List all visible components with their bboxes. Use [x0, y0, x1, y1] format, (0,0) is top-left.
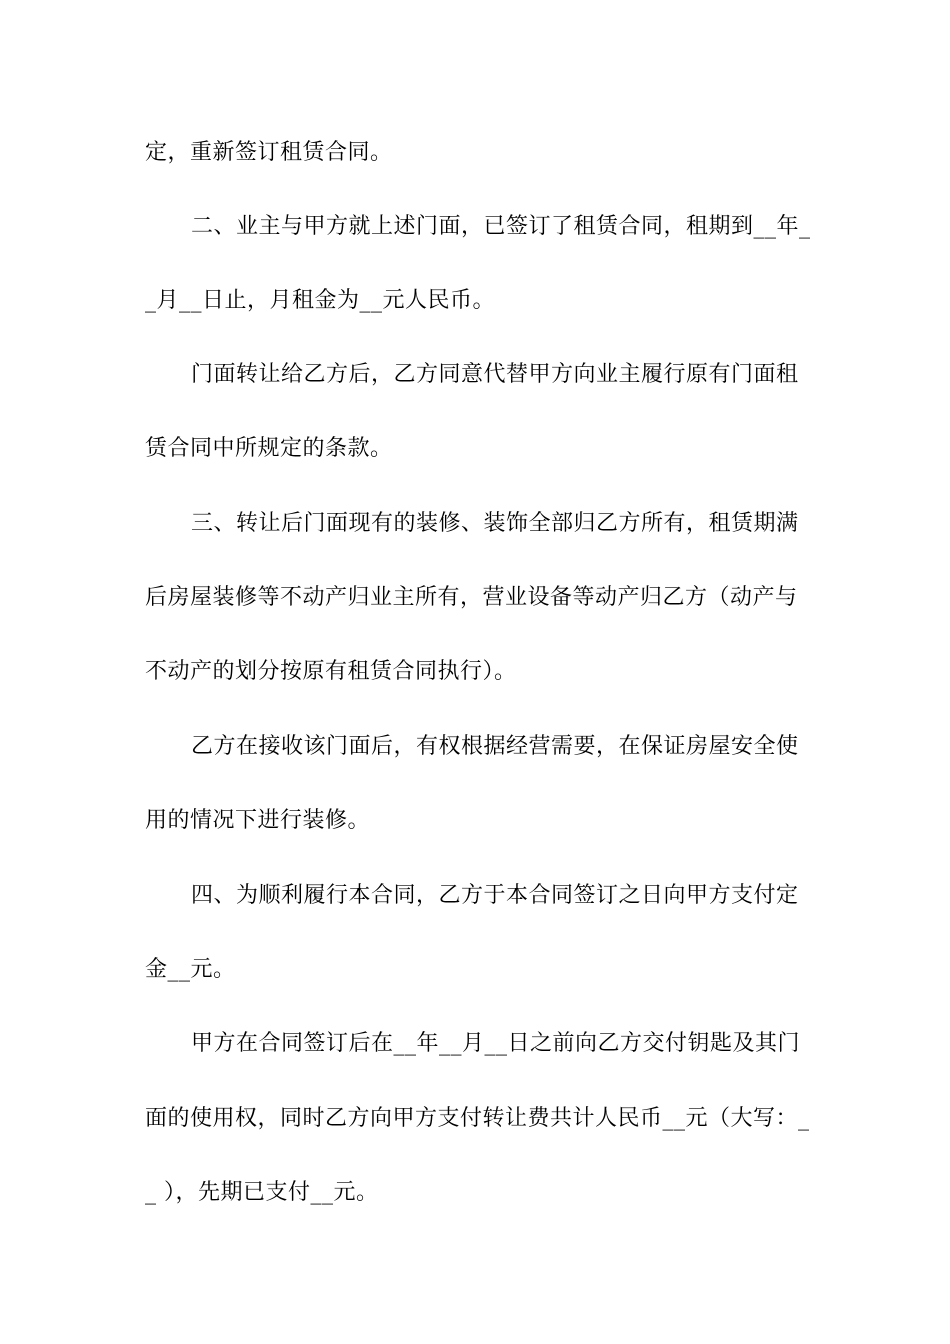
text-line-3: _月__日止，月租金为__元人民币。 — [145, 288, 496, 313]
text-line-6: 三、转让后门面现有的装修、装饰全部归乙方所有，租赁期满 — [191, 511, 799, 536]
text-line-11: 四、为顺利履行本合同，乙方于本合同签订之日向甲方支付定 — [191, 883, 799, 908]
text-line-15: _ ），先期已支付__元。 — [145, 1180, 379, 1205]
text-line-1: 定，重新签订租赁合同。 — [145, 140, 393, 165]
text-line-2: 二、业主与甲方就上述门面，已签订了租赁合同，租期到__年_ — [191, 214, 811, 239]
text-line-14: 面的使用权，同时乙方向甲方支付转让费共计人民币__元（大写：_ — [145, 1106, 810, 1131]
text-line-8: 不动产的划分按原有租赁合同执行）。 — [145, 659, 517, 684]
text-line-12: 金__元。 — [145, 957, 236, 982]
text-line-4: 门面转让给乙方后，乙方同意代替甲方向业主履行原有门面租 — [191, 362, 799, 387]
text-line-7: 后房屋装修等不动产归业主所有，营业设备等动产归乙方（动产与 — [145, 585, 798, 610]
text-line-13: 甲方在合同签订后在__年__月__日之前向乙方交付钥匙及其门 — [191, 1031, 801, 1056]
text-line-9: 乙方在接收该门面后，有权根据经营需要，在保证房屋安全使 — [191, 734, 799, 759]
text-line-5: 赁合同中所规定的条款。 — [145, 436, 393, 461]
text-line-10: 用的情况下进行装修。 — [145, 808, 371, 833]
